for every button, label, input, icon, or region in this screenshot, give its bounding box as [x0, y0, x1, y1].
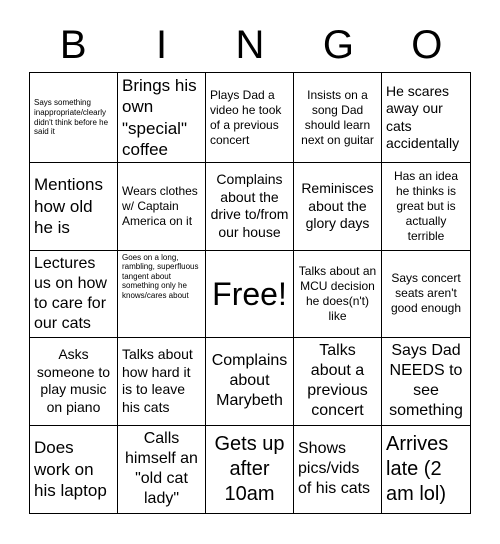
bingo-cell[interactable]: Insists on a song Dad should learn next on guitar [294, 73, 382, 163]
bingo-cell[interactable]: Arrives late (2 am lol) [386, 432, 449, 505]
bingo-cell[interactable]: Says concert seats aren't good enough [382, 251, 470, 339]
bingo-cell[interactable]: Plays Dad a video he took of a previous concert [206, 73, 294, 163]
header-letter-n: N [235, 22, 265, 67]
bingo-cell[interactable]: Talks about how hard it is to leave his cats [118, 338, 206, 426]
header-letter-o: O [411, 22, 443, 67]
header-letter-g: G [322, 22, 354, 67]
bingo-cell[interactable]: Shows pics/vids of his cats [294, 426, 382, 514]
bingo-cell[interactable]: Asks someone to play music on piano [30, 338, 118, 426]
header-letter-i: I [156, 22, 168, 67]
bingo-cell[interactable]: Says Dad NEEDS to see something [382, 338, 470, 426]
bingo-cell[interactable]: Lectures us on how to care for our cats [30, 251, 118, 339]
bingo-cell[interactable]: Complains about Marybeth [206, 338, 294, 426]
bingo-cell[interactable]: Gets up after 10am [206, 426, 294, 514]
bingo-cell[interactable]: Complains about the drive to/from our house [206, 163, 294, 251]
bingo-cell[interactable]: Does work on his laptop [30, 426, 118, 514]
bingo-cell[interactable]: Calls himself an "old cat lady" [118, 426, 206, 514]
bingo-header [29, 20, 471, 70]
bingo-cell[interactable]: Has an idea he thinks is great but is actually terrible [382, 163, 470, 251]
bingo-cell[interactable]: He scares away our cats accidentally [382, 73, 470, 163]
bingo-board [29, 72, 471, 514]
bingo-cell-free[interactable]: Free! [206, 251, 294, 339]
bingo-cell[interactable]: Brings his own "special" coffee [118, 73, 206, 163]
bingo-cell[interactable]: Wears clothes w/ Captain America on it [118, 163, 206, 251]
bingo-cell[interactable]: Reminisces about the glory days [294, 163, 382, 251]
bingo-cell[interactable]: Goes on a long, rambling, superfluous tangent about something only he knows/cares about [118, 251, 206, 339]
bingo-cell[interactable]: Talks about a previous concert [294, 338, 382, 426]
bingo-cell[interactable]: Mentions how old he is [30, 163, 118, 251]
header-letter-b: B [59, 22, 87, 67]
bingo-cell[interactable]: Talks about an MCU decision he does(n't) like [294, 251, 382, 339]
bingo-cell[interactable]: Says something inappropriate/clearly didn't think before he said it [30, 73, 118, 163]
